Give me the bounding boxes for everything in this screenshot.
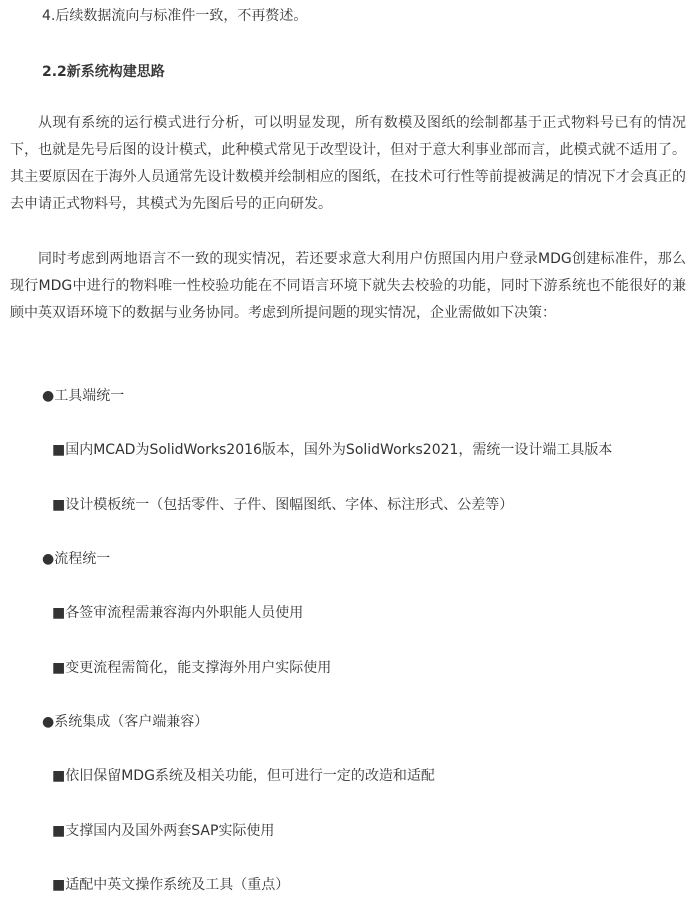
paragraph-1: 从现有系统的运行模式进行分析，可以明显发现，所有数模及图纸的绘制都基于正式物料号已有的情况下，也就是先号后图的设计模式，此种模式常见于改型设计，但对于意大利事业部而言，此模式就不适用了。其主要原因在于海外人员通常先设计数模并绘制相应的图纸，在技术可行性等前提被满足的情况下才会真正的去申请正式物料号，其模式为先图后号的正向研发。 [10,115,686,212]
section-heading: 2.2新系统构建思路 [42,64,165,80]
list-item-4: 4.后续数据流向与标准件一致，不再赘述。 [42,8,308,24]
sub-item-change-process: ■变更流程需简化，能支撑海外用户实际使用 [52,660,332,676]
paragraph-2: 同时考虑到两地语言不一致的现实情况，若还要求意大利用户仿照国内用户登录MDG创建标准件，那么现行MDG中进行的物料唯一性校验功能在不同语言环境下就失去校验的功能，同时下游系统也不能很好的兼顾中英双语环境下的数据与业务协同。考虑到所提问题的现实情况，企业需做如下决策： [10,251,686,321]
bullet-process-unify: ●流程统一 [42,551,111,567]
sub-item-os-adaptation: ■适配中英文操作系统及工具（重点） [52,877,290,893]
sub-item-mdg-system: ■依旧保留MDG系统及相关功能，但可进行一定的改造和适配 [52,768,435,784]
bullet-tool-unify: ●工具端统一 [42,388,125,404]
bullet-system-integration: ●系统集成（客户端兼容） [42,714,209,730]
sub-item-design-template: ■设计模板统一（包括零件、子件、图幅图纸、字体、标注形式、公差等） [52,497,514,513]
sub-item-sap-support: ■支撑国内及国外两套SAP实际使用 [52,823,275,839]
sub-item-approval-process: ■各签审流程需兼容海内外职能人员使用 [52,605,304,621]
sub-item-mcad-version: ■国内MCAD为SolidWorks2016版本，国外为SolidWorks2021，需统一设计端工具版本 [52,442,613,458]
